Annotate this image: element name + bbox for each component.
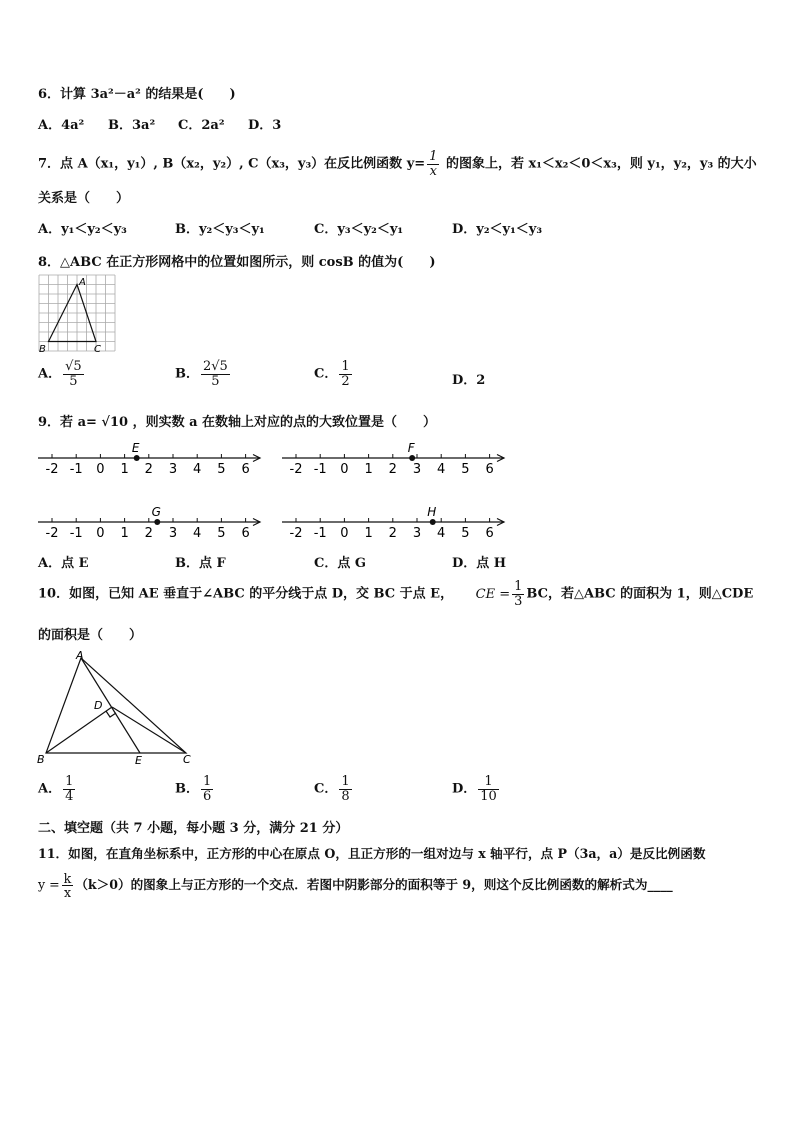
q8-label-a: A: [79, 277, 86, 288]
number-line-point: [430, 519, 436, 525]
number-line-tick-label: -1: [313, 526, 327, 541]
q10-stem-part-a: 10．如图，已知 AE 垂直于∠ABC 的平分线于点 D，交 BC 于点 E，: [38, 586, 454, 602]
q11-fraction-den: x: [63, 885, 72, 901]
q10-option-d-den: 10: [480, 788, 497, 804]
q8-stem: 8．△ABC 在正方形网格中的位置如图所示，则 cosB 的值为( ): [38, 255, 436, 270]
q8-option-b-letter: B．: [175, 366, 199, 382]
number-line-tick-label: -1: [69, 526, 83, 541]
q10-option-b-den: 6: [203, 788, 212, 804]
q9-option-a: A．点 E: [38, 556, 89, 571]
number-line-tick-label: 0: [96, 462, 105, 477]
number-line-tick-label: 6: [485, 526, 494, 541]
number-line-tick-label: 4: [193, 462, 202, 477]
q7-option-b: B．y₂＜y₃＜y₁: [175, 222, 265, 237]
number-line-tick-label: -2: [289, 526, 303, 541]
number-line-tick-label: 2: [388, 462, 397, 477]
q6-stem: 6．计算 3a²－a² 的结果是( ): [38, 87, 236, 102]
q10-line-dc: [112, 707, 186, 753]
q10-label-c: C: [183, 753, 191, 766]
q10-option-a-num: 1: [65, 774, 74, 789]
number-line-tick-label: -2: [45, 526, 59, 541]
q11-stem-part-b: （k＞0）的图象上与正方形的一个交点．若图中阴影部分的面积等于 9，则这个反比例函数的解析式为____: [75, 877, 673, 893]
q8-option-c-num: 1: [341, 359, 350, 374]
q10-option-b-fraction: [201, 775, 213, 803]
q8-grid-lines: [39, 275, 115, 351]
q10-bisector-bd: [46, 707, 112, 753]
number-line-tick-label: 6: [241, 526, 250, 541]
q8-grid-figure: [37, 273, 119, 355]
number-line-tick-label: 6: [485, 462, 494, 477]
number-line-tick-label: 5: [217, 526, 226, 541]
q7-fraction-num: 1: [429, 149, 438, 164]
q8-label-b: B: [39, 344, 46, 355]
q8-option-b-num: 2√5: [203, 359, 228, 374]
q10-option-c-letter: C．: [314, 781, 338, 797]
q10-option-c-den: 8: [341, 788, 350, 804]
number-line-tick-label: 5: [461, 526, 470, 541]
q8-option-a-num: √5: [65, 359, 82, 374]
q8-option-a: [38, 360, 86, 388]
q9-number-lines: [30, 436, 510, 566]
q10-option-b: [175, 775, 215, 803]
q7-option-c: C．y₃＜y₂＜y₁: [314, 222, 404, 237]
q10-ce-num: 1: [514, 579, 523, 594]
q10-option-d-num: 1: [478, 775, 499, 790]
number-line-tick-label: 5: [461, 462, 470, 477]
number-line-tick-label: 4: [437, 462, 446, 477]
number-line-tick-label: 1: [120, 462, 129, 477]
number-line-point: [409, 455, 415, 461]
q8-option-b-den: 5: [211, 373, 220, 389]
number-line-tick-label: 1: [364, 462, 373, 477]
q8-option-c-fraction: [339, 360, 351, 388]
q10-ce-fraction: [512, 580, 524, 608]
q10-stem-continued: 的面积是（ ）: [38, 628, 143, 643]
q10-option-b-letter: B．: [175, 781, 199, 797]
q10-option-d: [452, 775, 501, 803]
number-line-tick-label: 4: [437, 526, 446, 541]
number-line-point: [134, 455, 140, 461]
number-line-point-label: E: [131, 441, 140, 455]
q7-stem: [38, 150, 757, 178]
q10-triangle-figure: [34, 650, 204, 770]
q10-option-c-fraction: [339, 775, 351, 803]
q9-option-c: C．点 G: [314, 556, 366, 571]
q8-option-c-den: 2: [341, 373, 350, 389]
q10-stem-part-b: BC，若△ABC 的面积为 1，则△CDE: [526, 586, 754, 602]
q10-option-d-fraction: [478, 775, 499, 803]
q8-option-b: [175, 360, 232, 388]
q11-fraction-num: k: [63, 871, 72, 886]
q6-option-d: D．3: [248, 118, 282, 133]
q9-option-d: D．点 H: [452, 556, 507, 571]
number-line-tick-label: -2: [289, 462, 303, 477]
number-line-tick-label: -1: [313, 462, 327, 477]
q9-option-b: B．点 F: [175, 556, 226, 571]
number-line-tick-label: 3: [168, 526, 178, 541]
number-line-point: [154, 519, 160, 525]
section-2-heading: 二、填空题（共 7 小题，每小题 3 分，满分 21 分）: [38, 821, 349, 836]
number-line-tick-label: 6: [241, 462, 250, 477]
q6-option-c: C．2a²: [178, 118, 225, 133]
q10-label-b: B: [37, 753, 45, 766]
q7-option-a: A．y₁＜y₂＜y₃: [38, 222, 127, 237]
number-line-tick-label: 4: [193, 526, 202, 541]
q11-stem-line2: [38, 872, 673, 899]
q10-option-a-letter: A．: [38, 781, 62, 797]
number-line-tick-label: 0: [340, 526, 349, 541]
number-line-tick-label: 2: [144, 462, 153, 477]
q10-label-d: D: [94, 699, 103, 712]
q6-option-a: A．4a²: [38, 118, 85, 133]
q11-y-eq: y =: [38, 877, 60, 893]
q7-stem-continued: 关系是（ ）: [38, 191, 130, 206]
q7-stem-part-a: 7．点 A（x₁，y₁）, B（x₂，y₂）, C（x₃，y₃）在反比例函数 y=: [38, 156, 426, 172]
q10-label-a: A: [76, 650, 84, 662]
q8-option-d: D．2: [452, 373, 486, 388]
number-line-tick-label: -2: [45, 462, 59, 477]
q6-option-b: B．3a²: [108, 118, 156, 133]
q10-option-d-letter: D．: [452, 781, 477, 797]
number-line-tick-label: 0: [340, 462, 349, 477]
q8-option-b-fraction: [201, 360, 230, 388]
q10-ce-den: 3: [514, 593, 523, 609]
number-line-point-label: G: [151, 505, 161, 519]
number-line-tick-label: 1: [120, 526, 129, 541]
q7-fraction-den: x: [429, 163, 437, 179]
q7-stem-part-b: 的图象上，若 x₁＜x₂＜0＜x₃，则 y₁，y₂，y₃ 的大小: [441, 156, 757, 172]
q8-option-a-letter: A．: [38, 366, 62, 382]
q7-option-d: D．y₂＜y₁＜y₃: [452, 222, 543, 237]
q8-option-a-den: 5: [69, 373, 78, 389]
q10-option-a-fraction: [63, 775, 75, 803]
q10-option-c: [314, 775, 354, 803]
number-line-tick-label: 3: [412, 462, 422, 477]
q10-label-e: E: [135, 754, 142, 767]
q8-option-c: [314, 360, 354, 388]
q8-option-a-fraction: [63, 360, 84, 388]
q9-number-line-group: [38, 441, 504, 541]
number-line-tick-label: 3: [168, 462, 178, 477]
number-line-tick-label: 3: [412, 526, 422, 541]
number-line-tick-label: -1: [69, 462, 83, 477]
number-line-point-label: F: [407, 441, 415, 455]
q8-label-c: C: [94, 344, 101, 355]
q9-stem: 9．若 a= √10 ，则实数 a 在数轴上对应的点的大致位置是（ ）: [38, 415, 437, 430]
q8-option-c-letter: C．: [314, 366, 338, 382]
number-line-tick-label: 5: [217, 462, 226, 477]
number-line-tick-label: 0: [96, 526, 105, 541]
q11-fraction: [62, 872, 74, 899]
q7-fraction: [427, 150, 439, 178]
q10-option-c-num: 1: [341, 774, 350, 789]
q10-stem: [38, 580, 753, 608]
q11-stem-line1: 11．如图，在直角坐标系中，正方形的中心在原点 O，且正方形的一组对边与 x 轴平行，点 P（3a，a）是反比例函数: [38, 846, 706, 861]
number-line-point-label: H: [427, 505, 437, 519]
q10-option-b-num: 1: [203, 774, 212, 789]
q10-line-ae: [81, 658, 140, 753]
number-line-tick-label: 2: [388, 526, 397, 541]
number-line-tick-label: 1: [364, 526, 373, 541]
number-line-tick-label: 2: [144, 526, 153, 541]
q10-option-a-den: 4: [65, 788, 74, 804]
q10-option-a: [38, 775, 77, 803]
q10-ce-label: CE =: [475, 586, 511, 602]
